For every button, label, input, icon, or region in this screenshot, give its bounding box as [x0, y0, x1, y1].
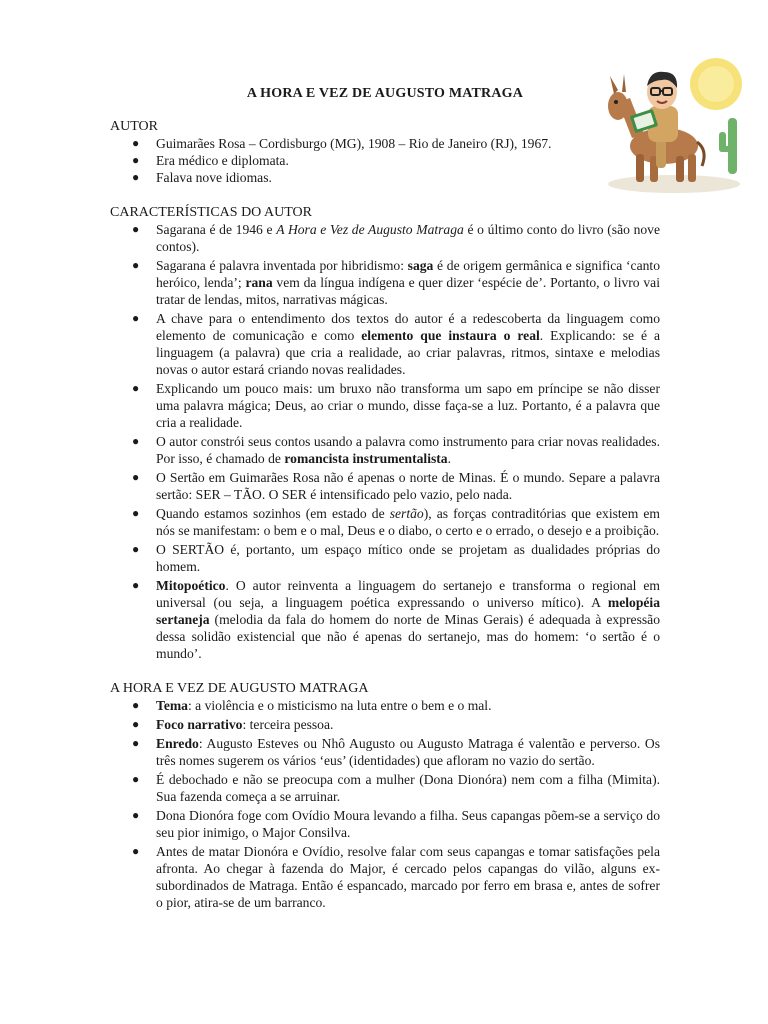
bullet-icon: ● — [132, 311, 140, 325]
bold-term: saga — [407, 258, 434, 273]
bullet-icon: ● — [132, 578, 140, 592]
list-item-text: O SERTÃO é, portanto, um espaço mítico onde se projetam as dualidades próprias do homem. — [156, 542, 660, 574]
list-item — [110, 221, 660, 255]
text-run: ), as forças contraditórias que existem em nós se manifestam: o bem e o mal, Deus e o diabo, o certo e o errado, o desejo e a proibição. — [156, 506, 660, 538]
text-run: é o último conto do livro (são nove contos). — [156, 222, 660, 254]
text-run: vem da língua indígena e quer dizer ‘espécie de’. Portanto, o livro vai tratar de lendas, mitos, narrativas mágicas. — [156, 275, 660, 307]
bold-term: melopéia sertaneja — [156, 595, 660, 627]
text-run: . O autor reinventa a linguagem do sertanejo e transforma o regional em universal (ou seja, a linguagem poética expressando o universo mítico). A — [156, 578, 660, 610]
list-item — [110, 380, 660, 431]
text-run: : terceira pessoa. — [242, 717, 334, 732]
text-run: . — [447, 451, 452, 466]
bold-term: Mitopoético — [156, 578, 226, 593]
list-item-text: Falava nove idiomas. — [156, 170, 272, 185]
bullet-icon: ● — [132, 717, 140, 731]
list-item — [110, 541, 660, 575]
list-item-text: Era médico e diplomata. — [156, 153, 289, 168]
book-title: A Hora e Vez de Augusto Matraga — [276, 222, 464, 237]
bullet-icon: ● — [132, 470, 140, 484]
bold-term: rana — [245, 275, 273, 290]
list-item-text: Explicando um pouco mais: um bruxo não transforma um sapo em príncipe se não disser uma palavra mágica; Deus, ao criar o mundo, disse faça-se a luz. Portanto, é a palavra que cria a realidade. — [156, 381, 660, 430]
bold-term: Tema — [156, 698, 188, 713]
document-body — [110, 118, 660, 913]
author-list — [110, 135, 660, 186]
bullet-icon: ● — [132, 222, 140, 236]
text-run: : a violência e o misticismo na luta entre o bem e o mal. — [187, 698, 492, 713]
bullet-icon: ● — [132, 542, 140, 556]
list-item — [110, 152, 660, 169]
list-item — [110, 771, 660, 805]
list-item — [110, 135, 660, 152]
bullet-icon: ● — [132, 136, 140, 150]
list-item-text: O Sertão em Guimarães Rosa não é apenas o norte de Minas. É o mundo. Separe a palavra sertão: SER – TÃO. O SER é intensificado pelo vazio, pelo nada. — [156, 470, 660, 502]
document-title: A HORA E VEZ DE AUGUSTO MATRAGA — [246, 86, 524, 101]
italic-term: sertão — [389, 506, 424, 521]
text-run: Sagarana é de 1946 e — [156, 222, 277, 237]
list-item — [110, 469, 660, 503]
section-heading-conto: A HORA E VEZ DE AUGUSTO MATRAGA — [110, 681, 369, 696]
bold-term: romancista instrumentalista — [284, 451, 448, 466]
section-heading-autor: AUTOR — [110, 119, 158, 134]
list-item — [110, 735, 660, 769]
bullet-icon: ● — [132, 434, 140, 448]
text-run: (melodia da fala do homem do norte de Minas Gerais) é adequada à expressão dessa solidão existencial que não é apenas do sertanejo, mas do homem: ‘o sertão é o mundo’. — [156, 612, 660, 661]
bullet-icon: ● — [132, 808, 140, 822]
list-item — [110, 577, 660, 662]
bullet-icon: ● — [132, 381, 140, 395]
list-item-text: Antes de matar Dionóra e Ovídio, resolve falar com seus capangas e tomar satisfações pela afronta. Ao chegar à fazenda do Major, é cercado pelos capangas do vilão, alguns ex-subordinados de Matraga. Então é espancado, marcado por ferro em brasa e, antes de sofrer o pior, atira-se de um barranco. — [156, 844, 660, 910]
list-item — [110, 716, 660, 733]
text-run: . Explicando: se é a linguagem (a palavra) que cria a realidade, ao criar palavras, ritmos, sintaxe e melodias novas o autor estará criando novas realidades. — [156, 328, 660, 377]
bullet-icon: ● — [132, 153, 140, 167]
list-item — [110, 433, 660, 467]
bullet-icon: ● — [132, 506, 140, 520]
list-item — [110, 505, 660, 539]
list-item — [110, 257, 660, 308]
text-run: é de origem germânica e significa ‘canto heróico, lenda’; — [156, 258, 660, 290]
list-item — [110, 169, 660, 186]
bullet-icon: ● — [132, 844, 140, 858]
bullet-icon: ● — [132, 170, 140, 184]
section-heading-caracteristicas: CARACTERÍSTICAS DO AUTOR — [110, 205, 312, 220]
list-item — [110, 310, 660, 378]
text-run: : Augusto Esteves ou Nhô Augusto ou Augusto Matraga é valentão e perverso. Os três nomes sugerem os vários ‘eus’ (identidades) que afloram no vazio do sertão. — [156, 736, 660, 768]
text-run: O autor constrói seus contos usando a palavra como instrumento para criar novas realidades. Por isso, é chamado de — [156, 434, 660, 466]
list-item — [110, 697, 660, 714]
bold-term: elemento que instaura o real — [361, 328, 540, 343]
list-item — [110, 843, 660, 911]
list-item — [110, 807, 660, 841]
text-run: Sagarana é palavra inventada por hibridismo: — [156, 258, 408, 273]
bullet-icon: ● — [132, 736, 140, 750]
list-item-text: Guimarães Rosa – Cordisburgo (MG), 1908 – Rio de Janeiro (RJ), 1967. — [156, 136, 552, 151]
bullet-icon: ● — [132, 698, 140, 712]
list-item-text: É debochado e não se preocupa com a mulher (Dona Dionóra) nem com a filha (Mimita). Sua fazenda começa a se arruinar. — [156, 772, 660, 804]
text-run: A chave para o entendimento dos textos do autor é a redescoberta da linguagem como elemento de comunicação e como — [156, 311, 660, 343]
story-list — [110, 697, 660, 911]
bold-term: Foco narrativo — [156, 717, 243, 732]
bullet-icon: ● — [132, 772, 140, 786]
text-run: Quando estamos sozinhos (em estado de — [156, 506, 390, 521]
bold-term: Enredo — [156, 736, 199, 751]
bullet-icon: ● — [132, 258, 140, 272]
characteristics-list — [110, 221, 660, 662]
list-item-text: Dona Dionóra foge com Ovídio Moura levando a filha. Seus capangas põem-se a serviço do seu pior inimigo, o Major Consilva. — [156, 808, 660, 840]
